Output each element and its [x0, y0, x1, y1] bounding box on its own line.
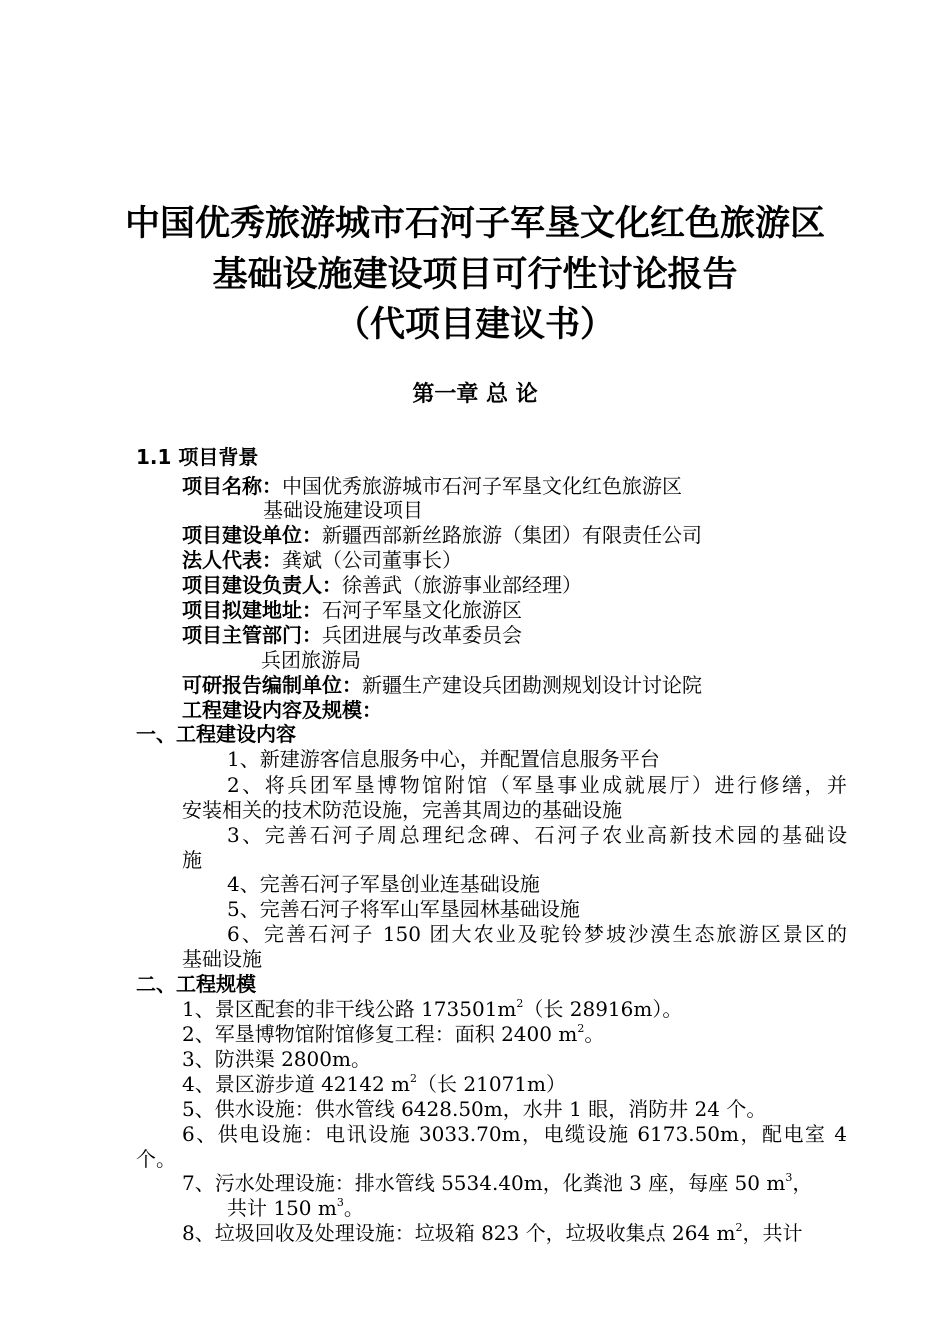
content-item-4: 4、完善石河子军垦创业连基础设施 [227, 872, 540, 896]
scope-label: 工程建设内容及规模： [182, 698, 382, 722]
scale-item-6-cont: 个。 [136, 1147, 176, 1171]
content-item-3-cont: 施 [182, 848, 202, 872]
scale-heading: 二、工程规模 [136, 972, 256, 996]
content-item-2: 2、将兵团军垦博物馆附馆（军垦事业成就展厅）进行修缮，并 [227, 773, 847, 797]
scale-item-7: 7、污水处理设施：排水管线 5534.40m，化粪池 3 座，每座 50 $m^3$， [182, 1171, 813, 1195]
content-item-6-cont: 基础设施 [182, 947, 262, 971]
report-unit-value: 新疆生产建设兵团勘测规划设计讨论院 [362, 673, 702, 697]
competent-dept-row [182, 625, 522, 645]
scale-item-7-cont: 共计 150 $m^3$。 [227, 1196, 364, 1220]
title-line-3: （代项目建议书） [334, 305, 615, 345]
competent-dept-value: 兵团进展与改革委员会 [322, 623, 522, 647]
content-item-1: 1、新建游客信息服务中心，并配置信息服务平台 [227, 747, 660, 771]
project-manager-label: 项目建设负责人： [182, 573, 342, 597]
section-heading-1-1: 1.1 项目背景 [136, 445, 259, 469]
legal-rep-value: 龚斌（公司董事长） [282, 548, 462, 572]
project-name-value-line-2: 基础设施建设项目 [263, 498, 423, 522]
scale-item-8: 8、垃圾回收及处理设施：垃圾箱 823 个，垃圾收集点 264 $m^2$，共计 [182, 1221, 803, 1245]
content-item-2-cont: 安装相关的技术防范设施，完善其周边的基础设施 [182, 798, 622, 822]
construction-unit-row [182, 525, 702, 545]
title-line-2: 基础设施建设项目可行性讨论报告 [212, 255, 738, 295]
project-site-label: 项目拟建地址： [182, 598, 322, 622]
content-heading: 一、工程建设内容 [136, 722, 296, 746]
title-line-1: 中国优秀旅游城市石河子军垦文化红色旅游区 [124, 204, 825, 244]
project-site-value: 石河子军垦文化旅游区 [322, 598, 522, 622]
scale-item-1: 1、景区配套的非干线公路 $173501m^2$（长 28916m）。 [182, 997, 683, 1021]
scale-item-5: 5、供水设施：供水管线 6428.50m，水井 1 眼，消防井 24 个。 [182, 1097, 767, 1121]
scale-item-2: 2、军垦博物馆附馆修复工程：面积 2400 $m^2$。 [182, 1022, 605, 1046]
legal-rep-row [182, 550, 462, 570]
chapter-heading: 第一章 总 论 [412, 382, 538, 407]
project-manager-row [182, 575, 582, 595]
scale-item-6: 6、供电设施：电讯设施 3033.70m，电缆设施 6173.50m，配电室 4 [182, 1122, 847, 1146]
project-site-row [182, 600, 522, 620]
content-item-5: 5、完善石河子将军山军垦园林基础设施 [227, 897, 580, 921]
project-name-label: 项目名称： [182, 474, 282, 498]
project-name-row [182, 476, 682, 496]
scale-item-3: 3、防洪渠 2800m。 [182, 1047, 371, 1071]
legal-rep-label: 法人代表： [182, 548, 282, 572]
competent-dept-value-line-2: 兵团旅游局 [261, 648, 361, 672]
construction-unit-label: 项目建设单位： [182, 523, 322, 547]
competent-dept-label: 项目主管部门： [182, 623, 322, 647]
content-item-6: 6、完善石河子 150 团大农业及驼铃梦坡沙漠生态旅游区景区的 [227, 922, 847, 946]
report-unit-label: 可研报告编制单位： [182, 673, 362, 697]
scale-item-4: 4、景区游步道 42142 $m^2$（长 21071m） [182, 1072, 566, 1096]
project-name-value: 中国优秀旅游城市石河子军垦文化红色旅游区 [282, 474, 682, 498]
project-manager-value: 徐善武（旅游事业部经理） [342, 573, 582, 597]
construction-unit-value: 新疆西部新丝路旅游（集团）有限责任公司 [322, 523, 702, 547]
report-unit-row [182, 675, 702, 695]
content-item-3: 3、完善石河子周总理纪念碑、石河子农业高新技术园的基础设 [227, 823, 847, 847]
